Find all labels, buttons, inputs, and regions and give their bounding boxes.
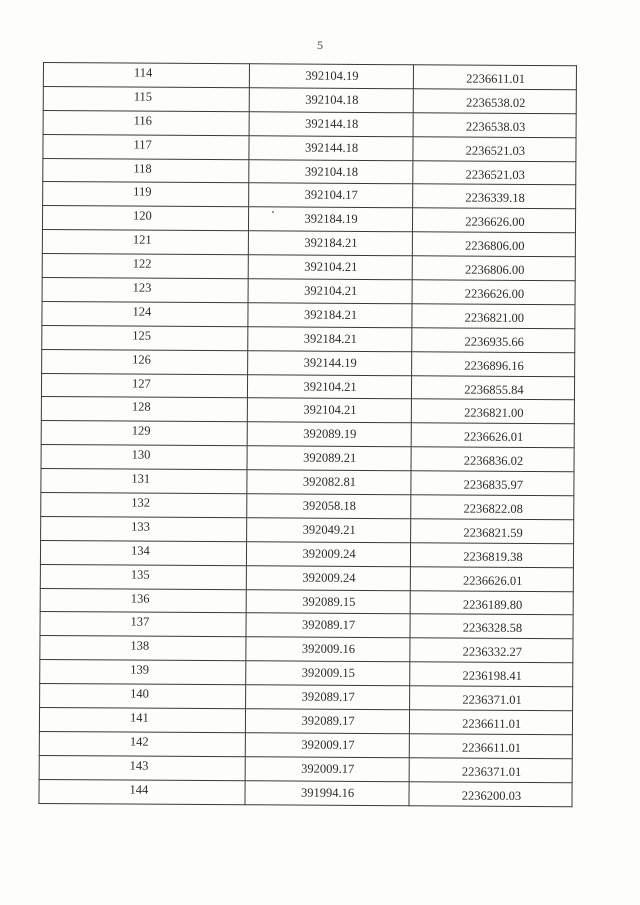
point-number-cell: 121 xyxy=(42,230,248,255)
y-coordinate-cell: 2236855.84 xyxy=(412,375,575,400)
point-number-cell: 124 xyxy=(42,301,248,326)
y-coordinate-cell: 2236626.00 xyxy=(412,280,575,305)
page-number: 5 xyxy=(317,38,323,52)
table-row xyxy=(42,254,575,281)
x-coordinate-cell: 392144.18 xyxy=(249,112,414,137)
x-coordinate-cell: 392184.21 xyxy=(247,303,412,328)
x-coordinate-cell: 392089.21 xyxy=(247,446,412,471)
table-row xyxy=(39,755,572,782)
x-coordinate-cell: 392104.21 xyxy=(248,255,413,280)
x-coordinate-cell: 392104.18 xyxy=(248,159,413,184)
y-coordinate-cell: 2236626.01 xyxy=(411,423,574,448)
coordinate-table xyxy=(38,62,577,807)
y-coordinate-cell: 2236611.01 xyxy=(410,710,573,735)
table-row xyxy=(41,421,574,448)
table-row xyxy=(42,230,575,257)
x-coordinate-cell: 392009.16 xyxy=(245,637,410,662)
table-row xyxy=(40,612,573,639)
x-coordinate-cell: 392184.19 xyxy=(248,207,413,232)
point-number-cell: 125 xyxy=(42,325,248,350)
coordinate-table-body xyxy=(39,63,577,807)
y-coordinate-cell: 2236611.01 xyxy=(414,65,577,90)
x-coordinate-cell: 392058.18 xyxy=(246,494,411,519)
point-number-cell: 116 xyxy=(43,110,249,135)
point-number-cell: 123 xyxy=(42,278,248,303)
y-coordinate-cell: 2236896.16 xyxy=(412,351,575,376)
y-coordinate-cell: 2236626.00 xyxy=(413,208,576,233)
table-row xyxy=(43,158,576,185)
table-row xyxy=(41,469,574,496)
point-number-cell: 130 xyxy=(41,445,247,470)
point-number-cell: 135 xyxy=(40,564,246,589)
x-coordinate-cell: 392104.17 xyxy=(248,183,413,208)
x-coordinate-cell: 392104.21 xyxy=(247,374,412,399)
point-number-cell: 118 xyxy=(43,158,249,183)
y-coordinate-cell: 2236371.01 xyxy=(409,758,572,783)
x-coordinate-cell: 392089.17 xyxy=(246,613,411,638)
point-number-cell: 132 xyxy=(41,493,247,518)
y-coordinate-cell: 2236821.00 xyxy=(412,304,575,329)
y-coordinate-cell: 2236198.41 xyxy=(410,662,573,687)
point-number-cell: 144 xyxy=(39,779,245,804)
x-coordinate-cell: 392104.21 xyxy=(247,398,412,423)
point-number-cell: 119 xyxy=(43,182,249,207)
point-number-cell: 137 xyxy=(40,612,246,637)
point-number-cell: 133 xyxy=(41,516,247,541)
table-row xyxy=(39,731,572,758)
table-row xyxy=(41,373,574,400)
x-coordinate-cell: 392089.17 xyxy=(245,709,410,734)
y-coordinate-cell: 2236835.97 xyxy=(411,471,574,496)
point-number-cell: 134 xyxy=(40,540,246,565)
x-coordinate-cell: 392009.24 xyxy=(246,565,411,590)
point-number-cell: 122 xyxy=(42,254,248,279)
point-number-cell: 140 xyxy=(40,684,246,709)
table-row xyxy=(40,684,573,711)
table-row xyxy=(43,182,576,209)
y-coordinate-cell: 2236339.18 xyxy=(413,184,576,209)
x-coordinate-cell: 392184.21 xyxy=(248,231,413,256)
y-coordinate-cell: 2236521.03 xyxy=(413,160,576,185)
x-coordinate-cell: 392104.21 xyxy=(248,279,413,304)
point-number-cell: 128 xyxy=(41,397,247,422)
table-row xyxy=(40,660,573,687)
point-number-cell: 117 xyxy=(43,134,249,159)
scan-speck xyxy=(272,211,274,213)
table-row xyxy=(40,588,573,615)
x-coordinate-cell: 391994.16 xyxy=(244,780,409,805)
table-row xyxy=(41,445,574,472)
y-coordinate-cell: 2236819.38 xyxy=(411,543,574,568)
y-coordinate-cell: 2236538.02 xyxy=(413,89,576,114)
x-coordinate-cell: 392104.19 xyxy=(249,64,414,89)
y-coordinate-cell: 2236200.03 xyxy=(409,781,572,806)
x-coordinate-cell: 392082.81 xyxy=(246,470,411,495)
x-coordinate-cell: 392009.24 xyxy=(246,542,411,567)
y-coordinate-cell: 2236821.59 xyxy=(411,519,574,544)
table-row xyxy=(43,110,576,137)
x-coordinate-cell: 392049.21 xyxy=(246,518,411,543)
y-coordinate-cell: 2236328.58 xyxy=(410,614,573,639)
table-row xyxy=(42,206,575,233)
y-coordinate-cell: 2236626.01 xyxy=(411,566,574,591)
x-coordinate-cell: 392089.19 xyxy=(247,422,412,447)
x-coordinate-cell: 392089.15 xyxy=(246,589,411,614)
x-coordinate-cell: 392104.18 xyxy=(249,88,414,113)
table-row xyxy=(42,325,575,352)
x-coordinate-cell: 392009.15 xyxy=(245,661,410,686)
table-row xyxy=(43,86,576,113)
y-coordinate-cell: 2236371.01 xyxy=(410,686,573,711)
point-number-cell: 114 xyxy=(43,63,249,88)
y-coordinate-cell: 2236332.27 xyxy=(410,638,573,663)
point-number-cell: 131 xyxy=(41,469,247,494)
point-number-cell: 139 xyxy=(40,660,246,685)
x-coordinate-cell: 392089.17 xyxy=(245,685,410,710)
point-number-cell: 141 xyxy=(39,708,245,733)
y-coordinate-cell: 2236935.66 xyxy=(412,328,575,353)
y-coordinate-cell: 2236821.00 xyxy=(412,399,575,424)
point-number-cell: 136 xyxy=(40,588,246,613)
y-coordinate-cell: 2236836.02 xyxy=(411,447,574,472)
point-number-cell: 129 xyxy=(41,421,247,446)
y-coordinate-cell: 2236822.08 xyxy=(411,495,574,520)
table-row xyxy=(39,708,572,735)
table-row xyxy=(43,63,576,90)
x-coordinate-cell: 392009.17 xyxy=(245,733,410,758)
point-number-cell: 138 xyxy=(40,636,246,661)
y-coordinate-cell: 2236611.01 xyxy=(409,734,572,759)
x-coordinate-cell: 392184.21 xyxy=(247,327,412,352)
point-number-cell: 143 xyxy=(39,755,245,780)
table-row xyxy=(43,134,576,161)
table-row xyxy=(39,779,572,806)
table-row xyxy=(42,301,575,328)
y-coordinate-cell: 2236538.03 xyxy=(413,113,576,138)
x-coordinate-cell: 392144.18 xyxy=(248,135,413,160)
table-row xyxy=(40,636,573,663)
point-number-cell: 115 xyxy=(43,86,249,111)
point-number-cell: 126 xyxy=(42,349,248,374)
point-number-cell: 127 xyxy=(41,373,247,398)
table-row xyxy=(41,493,574,520)
table-row xyxy=(41,516,574,543)
x-coordinate-cell: 392009.17 xyxy=(245,757,410,782)
point-number-cell: 142 xyxy=(39,731,245,756)
table-row xyxy=(40,540,573,567)
table-row xyxy=(42,349,575,376)
table-row xyxy=(41,397,574,424)
x-coordinate-cell: 392144.19 xyxy=(247,350,412,375)
point-number-cell: 120 xyxy=(42,206,248,231)
y-coordinate-cell: 2236521.03 xyxy=(413,136,576,161)
table-row xyxy=(42,278,575,305)
table-row xyxy=(40,564,573,591)
y-coordinate-cell: 2236806.00 xyxy=(413,232,576,257)
y-coordinate-cell: 2236189.80 xyxy=(410,590,573,615)
y-coordinate-cell: 2236806.00 xyxy=(412,256,575,281)
